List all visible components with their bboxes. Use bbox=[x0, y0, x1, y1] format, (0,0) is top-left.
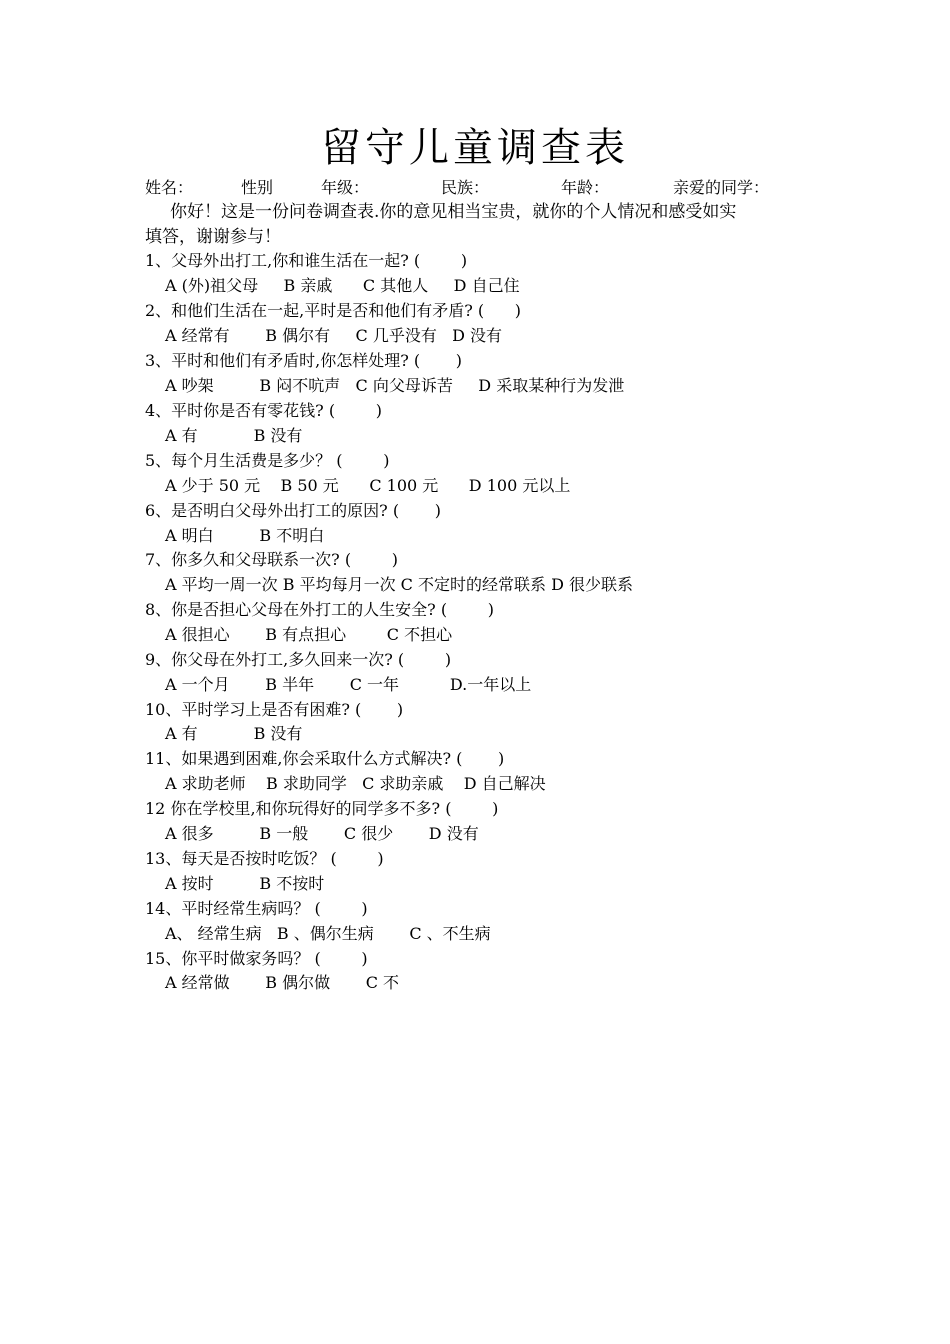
question-6: 6、是否明白父母外出打工的原因? ( ) bbox=[145, 501, 441, 520]
question-14: 14、平时经常生病吗？ ( ) bbox=[145, 899, 368, 918]
greeting-label: 亲爱的同学： bbox=[673, 178, 770, 197]
question-11-options: A 求助老师 B 求助同学 C 求助亲戚 D 自己解决 bbox=[165, 774, 546, 793]
question-6-options: A 明白 B 不明白 bbox=[165, 526, 325, 545]
question-7: 7、你多久和父母联系一次? ( ) bbox=[145, 550, 399, 569]
question-5-options: A 少于 50 元 B 50 元 C 100 元 D 100 元以上 bbox=[165, 476, 571, 495]
name-field-label: 姓名： bbox=[145, 178, 194, 197]
question-2: 2、和他们生活在一起,平时是否和他们有矛盾? ( ) bbox=[145, 301, 521, 320]
question-3-options: A 吵架 B 闷不吭声 C 向父母诉苦 D 采取某种行为发泄 bbox=[165, 376, 625, 395]
question-13: 13、每天是否按时吃饭？ ( ) bbox=[145, 849, 384, 868]
question-1: 1、父母外出打工,你和谁生活在一起? ( ) bbox=[145, 251, 468, 270]
question-7-options: A 平均一周一次 B 平均每月一次 C 不定时的经常联系 D 很少联系 bbox=[165, 575, 633, 594]
gender-field-label: 性别 bbox=[241, 178, 274, 197]
question-15: 15、你平时做家务吗？ ( ) bbox=[145, 949, 368, 968]
question-9-options: A 一个月 B 半年 C 一年 D.一年以上 bbox=[165, 675, 532, 694]
question-15-options: A 经常做 B 偶尔做 C 不 bbox=[165, 973, 400, 992]
info-fields-row bbox=[145, 177, 845, 199]
question-14-options: A、 经常生病 B 、偶尔生病 C 、不生病 bbox=[165, 924, 491, 943]
question-11: 11、如果遇到困难,你会采取什么方式解决? ( ) bbox=[145, 749, 505, 768]
question-5: 5、每个月生活费是多少？ ( ) bbox=[145, 451, 390, 470]
intro-line-2: 填答，谢谢参与！ bbox=[145, 227, 281, 247]
question-4-options: A 有 B 没有 bbox=[165, 426, 303, 445]
question-13-options: A 按时 B 不按时 bbox=[165, 874, 325, 893]
question-4: 4、平时你是否有零花钱? ( ) bbox=[145, 401, 383, 420]
question-2-options: A 经常有 B 偶尔有 C 几乎没有 D 没有 bbox=[165, 326, 503, 345]
question-10-options: A 有 B 没有 bbox=[165, 724, 303, 743]
intro-line-1: 你好！这是一份问卷调查表.你的意见相当宝贵，就你的个人情况和感受如实 bbox=[170, 202, 737, 222]
question-9: 9、你父母在外打工,多久回来一次? ( ) bbox=[145, 650, 452, 669]
age-field-label: 年龄： bbox=[561, 178, 610, 197]
question-12: 12 你在学校里,和你玩得好的同学多不多? ( ) bbox=[145, 799, 499, 818]
question-10: 10、平时学习上是否有困难? ( ) bbox=[145, 700, 404, 719]
question-1-options: A (外)祖父母 B 亲戚 C 其他人 D 自己住 bbox=[165, 276, 520, 295]
question-8-options: A 很担心 B 有点担心 C 不担心 bbox=[165, 625, 453, 644]
question-12-options: A 很多 B 一般 C 很少 D 没有 bbox=[165, 824, 479, 843]
grade-field-label: 年级： bbox=[321, 178, 370, 197]
question-3: 3、平时和他们有矛盾时,你怎样处理? ( ) bbox=[145, 351, 463, 370]
ethnicity-field-label: 民族： bbox=[441, 178, 490, 197]
question-8: 8、你是否担心父母在外打工的人生安全? ( ) bbox=[145, 600, 495, 619]
document-title: 留守儿童调查表 bbox=[321, 125, 629, 171]
